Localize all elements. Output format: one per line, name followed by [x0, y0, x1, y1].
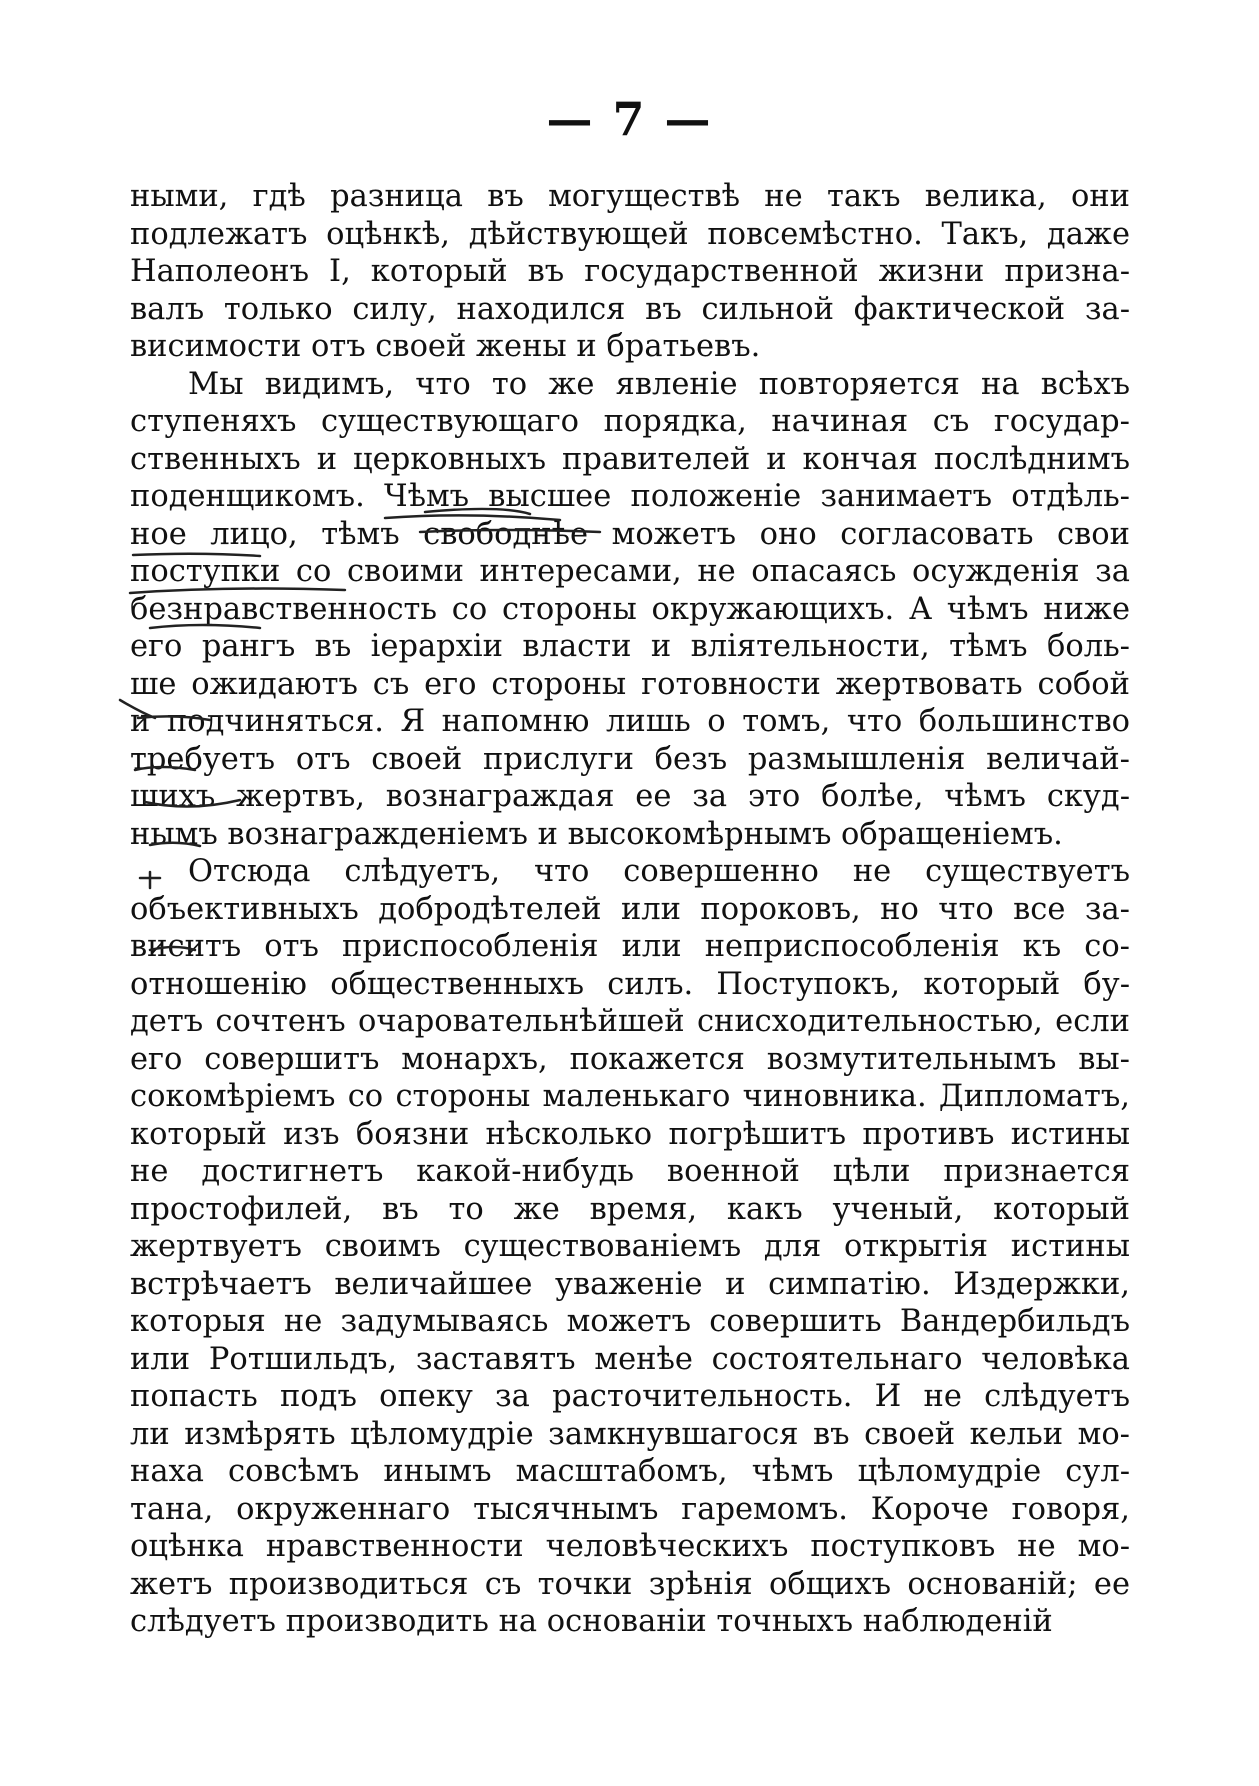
text-line: Мы видимъ, что то же явленіе повторяется на всѣхъ — [188, 366, 1130, 402]
text-line: ступеняхъ существующаго порядка, начиная съ государ- — [130, 404, 1130, 439]
text-line: ше ожидаютъ съ его стороны готовности жертвовать собой — [130, 666, 1130, 702]
text-line: попасть подъ опеку за расточительность. И не слѣдуетъ — [130, 1379, 1130, 1414]
text-line: слѣдуетъ производить на основаніи точныхъ наблюденій — [130, 1604, 1053, 1639]
text-line: наха совсѣмъ инымъ масштабомъ, чѣмъ цѣломудріе сул- — [130, 1454, 1130, 1489]
text-line: и подчиняться. Я напомню лишь о томъ, что большинство — [130, 704, 1130, 739]
paragraph — [130, 853, 1130, 1641]
text-line: сокомѣріемъ со стороны маленькаго чиновника. Дипломатъ, — [130, 1079, 1130, 1114]
text-line: которыя не задумываясь можетъ совершить Вандербильдъ — [130, 1304, 1130, 1339]
text-line: висимости отъ своей жены и братьевъ. — [130, 329, 761, 364]
text-line: Отсюда слѣдуетъ, что совершенно не существуетъ — [188, 854, 1130, 889]
text-line: его совершитъ монархъ, покажется возмутительнымъ вы- — [130, 1041, 1130, 1077]
text-line: ное лицо, тѣмъ свободнѣе можетъ оно согласовать свои — [130, 516, 1130, 552]
text-line: встрѣчаетъ величайшее уваженіе и симпатію. Издержки, — [130, 1266, 1130, 1302]
text-line: валъ только силу, находился въ сильной фактической за- — [130, 291, 1130, 327]
text-line: шихъ жертвъ, вознаграждая ее за это болѣе, чѣмъ скуд- — [130, 779, 1130, 814]
text-line: не достигнетъ какой-нибудь военной цѣли признается — [130, 1154, 1130, 1189]
text-line: жертвуетъ своимъ существованіемъ для открытія истины — [130, 1229, 1130, 1264]
text-line: тана, окруженнаго тысячнымъ гаремомъ. Короче говоря, — [130, 1491, 1130, 1527]
text-line: детъ сочтенъ очаровательнѣйшей снисходительностью, если — [130, 1004, 1130, 1039]
text-line: ными, гдѣ разница въ могуществѣ не такъ велика, они — [130, 179, 1130, 214]
body-text — [130, 178, 1130, 1641]
text-line: нымъ вознагражденіемъ и высокомѣрнымъ обращеніемъ. — [130, 816, 1063, 852]
text-line: отношенію общественныхъ силъ. Поступокъ, который бу- — [130, 966, 1130, 1002]
text-line: Наполеонъ I, который въ государственной жизни призна- — [130, 254, 1130, 289]
text-line: безнравственность со стороны окружающихъ. А чѣмъ ниже — [130, 591, 1130, 627]
paragraph — [130, 366, 1130, 854]
text-line: ственныхъ и церковныхъ правителей и кончая послѣднимъ — [130, 441, 1130, 477]
text-line: простофилей, въ то же время, какъ ученый, который — [130, 1191, 1130, 1227]
text-line: виситъ отъ приспособленія или неприспособленія къ со- — [130, 929, 1130, 964]
text-line: требуетъ отъ своей прислуги безъ размышленія величай- — [130, 741, 1130, 777]
text-line: объективныхъ добродѣтелей или пороковъ, но что все за- — [130, 891, 1130, 927]
page-number: — 7 — — [546, 92, 713, 146]
text-line: который изъ боязни нѣсколько погрѣшитъ противъ истины — [130, 1116, 1130, 1152]
text-line: оцѣнка нравственности человѣческихъ поступковъ не мо- — [130, 1529, 1130, 1564]
text-line: подлежатъ оцѣнкѣ, дѣйствующей повсемѣстно. Такъ, даже — [130, 216, 1130, 252]
text-line: поступки со своими интересами, не опасаясь осужденія за — [130, 554, 1130, 589]
text-line: его рангъ въ іерархіи власти и вліятельности, тѣмъ боль- — [130, 629, 1130, 664]
text-line: поденщикомъ. Чѣмъ высшее положеніе занимаетъ отдѣль- — [130, 479, 1130, 514]
text-line: ли измѣрять цѣломудріе замкнувшагося въ своей кельи мо- — [130, 1416, 1130, 1452]
text-line: или Ротшильдъ, заставятъ менѣе состоятельнаго человѣка — [130, 1341, 1130, 1377]
text-line: жетъ производиться съ точки зрѣнія общихъ основаній; ее — [130, 1566, 1130, 1602]
paragraph — [130, 178, 1130, 366]
